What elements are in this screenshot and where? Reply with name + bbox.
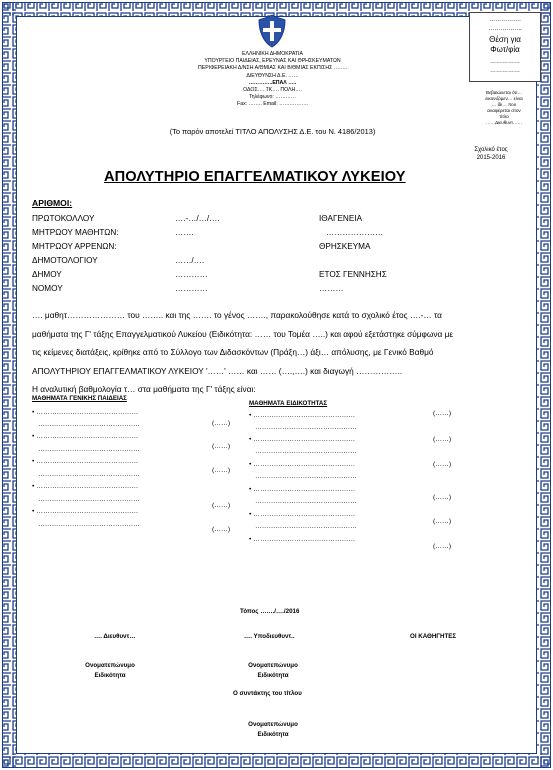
name-label: Ονοματεπώνυμο — [85, 662, 135, 669]
paragraph-line: ΑΠΟΛΥΤΗΡΙΟΥ ΕΠΑΓΓΕΛΜΑΤΙΚΟΥ ΛΥΚΕΙΟΥ '……' …… και …… (….,….) και διαγωγή …………….. — [32, 365, 403, 376]
header-address: ΟΔΟΣ…. ΤΚ…. ΠΟΛΗ…. — [243, 87, 302, 94]
grade-placeholder: (……) — [433, 410, 452, 417]
specialty-subject-item: ……………………………………… — [255, 523, 357, 530]
specialty-subject-item: ……………………………………… — [255, 473, 357, 480]
numbers-heading: ΑΡΙΘΜΟΙ: — [32, 198, 73, 208]
field-label: ΜΗΤΡΩΟΥ ΜΑΘΗΤΩΝ: — [32, 228, 119, 237]
header-ministry: ΥΠΟΥΡΓΕΙΟ ΠΑΙΔΕΙΑΣ, ΕΡΕΥΝΑΣ ΚΑΙ ΘΡΗΣΚΕΥΜΑΤΩΝ — [204, 58, 341, 65]
header-regional: ΠΕΡΙΦΕΡΕΙΑΚΗ Δ/ΝΣΗ Α/ΘΜΙΑΣ ΚΑΙ Β/ΘΜΙΑΣ ΕΚΠ/ΣΗΣ …….. — [197, 65, 348, 72]
general-subject-item: ……………………………………… — [38, 521, 140, 528]
paragraph-line: Η αναλυτική βαθμολογία τ… στα μαθήματα της Γ' τάξης είναι: — [32, 384, 256, 394]
school-year — [465, 146, 517, 162]
school-year-value: 2015-2016 — [476, 155, 506, 161]
specialty-subject-item: • ……………………………………… — [249, 511, 356, 518]
photo-label: Θέση για — [489, 35, 521, 44]
stamp-note-line: αναφέρεται στον — [487, 108, 521, 113]
paragraph-line: μαθήματα της Γ' τάξης Επαγγελματικού Λυκείου (Ειδικότητα: …… του Τομέα …..) και αφού εξετάστηκε σύμφωνα με — [32, 328, 454, 339]
general-subject-item: • ……………………………………… — [32, 483, 139, 490]
header-republic: ΕΛΛΗΝΙΚΗ ΔΗΜΟΚΡΑΤΙΑ — [242, 51, 303, 57]
field-value: ……. — [175, 228, 194, 237]
specialty-subject-item: ……………………………………… — [255, 448, 357, 455]
field-protocol — [32, 214, 94, 223]
compiler-name-block — [233, 720, 313, 740]
field-label: ΕΤΟΣ ΓΕΝΝΗΣΗΣ — [319, 270, 387, 279]
field-label: ΔΗΜΟΥ — [32, 270, 62, 279]
field-value: ……/…. — [175, 256, 205, 265]
general-subject-item: ……………………………………… — [38, 471, 140, 478]
field-label: ΝΟΜΟΥ — [32, 284, 63, 293]
stamp-note-line: εικονιζόμεν… είναι — [485, 96, 523, 101]
header-phone: Τηλέφωνο: ………… — [248, 94, 297, 101]
grade-placeholder: (……) — [212, 467, 231, 474]
place-date: Τόπος ……./…./2016 — [240, 608, 300, 615]
stamp-note-line: τίτλο — [499, 114, 509, 119]
specialty-label: Ειδικότητα — [94, 672, 126, 679]
field-value: ………… — [175, 270, 208, 279]
director-signature: …. Διευθυντ… — [94, 633, 136, 640]
greek-emblem-icon — [257, 14, 287, 48]
document-title: ΑΠΟΛΥΤΗΡΙΟ ΕΠΑΓΓΕΛΜΑΤΙΚΟΥ ΛΥΚΕΙΟΥ — [104, 169, 406, 185]
teachers-signature: ΟΙ ΚΑΘΗΓΗΤΕΣ — [410, 633, 457, 640]
grade-placeholder: (……) — [433, 543, 452, 550]
grade-placeholder: (……) — [212, 443, 231, 450]
specialty-subject-item: • ……………………………………… — [249, 461, 356, 468]
director-name-block — [70, 661, 150, 681]
specialty-subject-item: • ……………………………………… — [249, 436, 356, 443]
field-label: ΘΡΗΣΚΕΥΜΑ — [319, 242, 371, 251]
grade-placeholder: (……) — [433, 518, 452, 525]
field-value: ………… — [175, 284, 208, 293]
general-subject-item: • ……………………………………… — [32, 458, 139, 465]
compiler-label: Ο συντάκτης του τίτλου — [233, 690, 302, 697]
field-value: ……… — [319, 284, 344, 293]
deputy-signature: …. Υποδιευθυντ.. — [244, 633, 295, 640]
body-paragraph — [32, 306, 524, 399]
grade-placeholder: (……) — [433, 494, 452, 501]
general-subject-item: • ……………………………………… — [32, 433, 139, 440]
specialty-label: Ειδικότητα — [257, 672, 289, 679]
stamp-note-line: Βεβαιώνεται ότι… — [486, 90, 522, 95]
specialty-subject-item: • ……………………………………… — [249, 412, 356, 419]
photo-dots: …………… — [490, 59, 520, 65]
field-label: ΔΗΜΟΤΟΛΟΓΙΟΥ — [32, 256, 98, 265]
photo-box — [469, 12, 541, 82]
name-label: Ονοματεπώνυμο — [248, 721, 298, 728]
stamp-note-line: ……Διευθυντ…… — [485, 120, 523, 125]
grade-placeholder: (……) — [433, 461, 452, 468]
grade-placeholder: (……) — [212, 526, 231, 533]
stamp-note — [467, 90, 541, 126]
specialty-subject-item: • ……………………………………… — [249, 536, 356, 543]
header-fax-email: Fax: …….. Email: …………….. — [237, 101, 308, 108]
header-school: …………..ΕΠΑΛ ….. — [248, 79, 297, 86]
general-subject-item: ……………………………………… — [38, 421, 140, 428]
field-label: ΠΡΩΤΟΚΟΛΛΟΥ — [32, 214, 95, 223]
specialty-subject-item: ……………………………………… — [255, 498, 357, 505]
paragraph-line: τις κείμενες διατάξεις, κρίθηκε από το Σύλλογο των Διδασκόντων (Πράξη…) άξι… απόλυσης, με Γενικό Βαθμό — [32, 347, 434, 357]
stamp-note-line: … ίδι… που — [491, 102, 517, 107]
specialty-subject-item: ……………………………………… — [255, 424, 357, 431]
header-block — [140, 51, 405, 109]
general-subjects-heading: ΜΑΘΗΜΑΤΑ ΓΕΝΙΚΗΣ ΠΑΙΔΕΙΑΣ — [32, 395, 127, 402]
specialty-label: Ειδικότητα — [257, 731, 289, 738]
grade-placeholder: (……) — [433, 436, 452, 443]
field-label: ΜΗΤΡΩΟΥ ΑΡΡΕΝΩΝ: — [32, 242, 117, 251]
general-subject-item: ……………………………………… — [38, 446, 140, 453]
field-value: ….-…/…/…. — [175, 214, 220, 223]
specialty-subject-item: • ……………………………………… — [249, 486, 356, 493]
specialty-subjects-heading: ΜΑΘΗΜΑΤΑ ΕΙΔΙΚΟΤΗΤΑΣ — [249, 400, 328, 407]
school-year-label: Σχολικό έτος — [474, 147, 508, 153]
photo-label: Φωτ/φία — [490, 45, 520, 54]
general-subject-item: ……………………………………… — [38, 496, 140, 503]
general-subject-item: • ……………………………………… — [32, 508, 139, 515]
photo-dots: …………….. — [488, 26, 522, 32]
general-subject-item: • ……………………………………… — [32, 409, 139, 416]
deputy-name-block — [233, 661, 313, 681]
name-label: Ονοματεπώνυμο — [248, 662, 298, 669]
header-directorate: ΔΙΕΥΘΥΝΣΗ Δ.Ε. …… — [246, 72, 299, 79]
field-value: ………………… — [326, 228, 384, 237]
header-note: (Το παρόν αποτελεί ΤΙΤΛΟ ΑΠΟΛΥΣΗΣ Δ.Ε. του Ν. 4186/2013) — [169, 127, 376, 136]
grade-placeholder: (……) — [212, 420, 231, 427]
field-label: ΙΘΑΓΕΝΕΙΑ — [319, 214, 363, 223]
photo-dots: ……………. — [489, 17, 521, 23]
paragraph-line: …. μαθητ………………… του …….. και της ……. το γένος ……., παρακολούθησε κατά το σχολικό έτος ….-… τα — [32, 310, 442, 320]
grade-placeholder: (……) — [212, 502, 231, 509]
photo-dots: …………… — [490, 68, 520, 74]
